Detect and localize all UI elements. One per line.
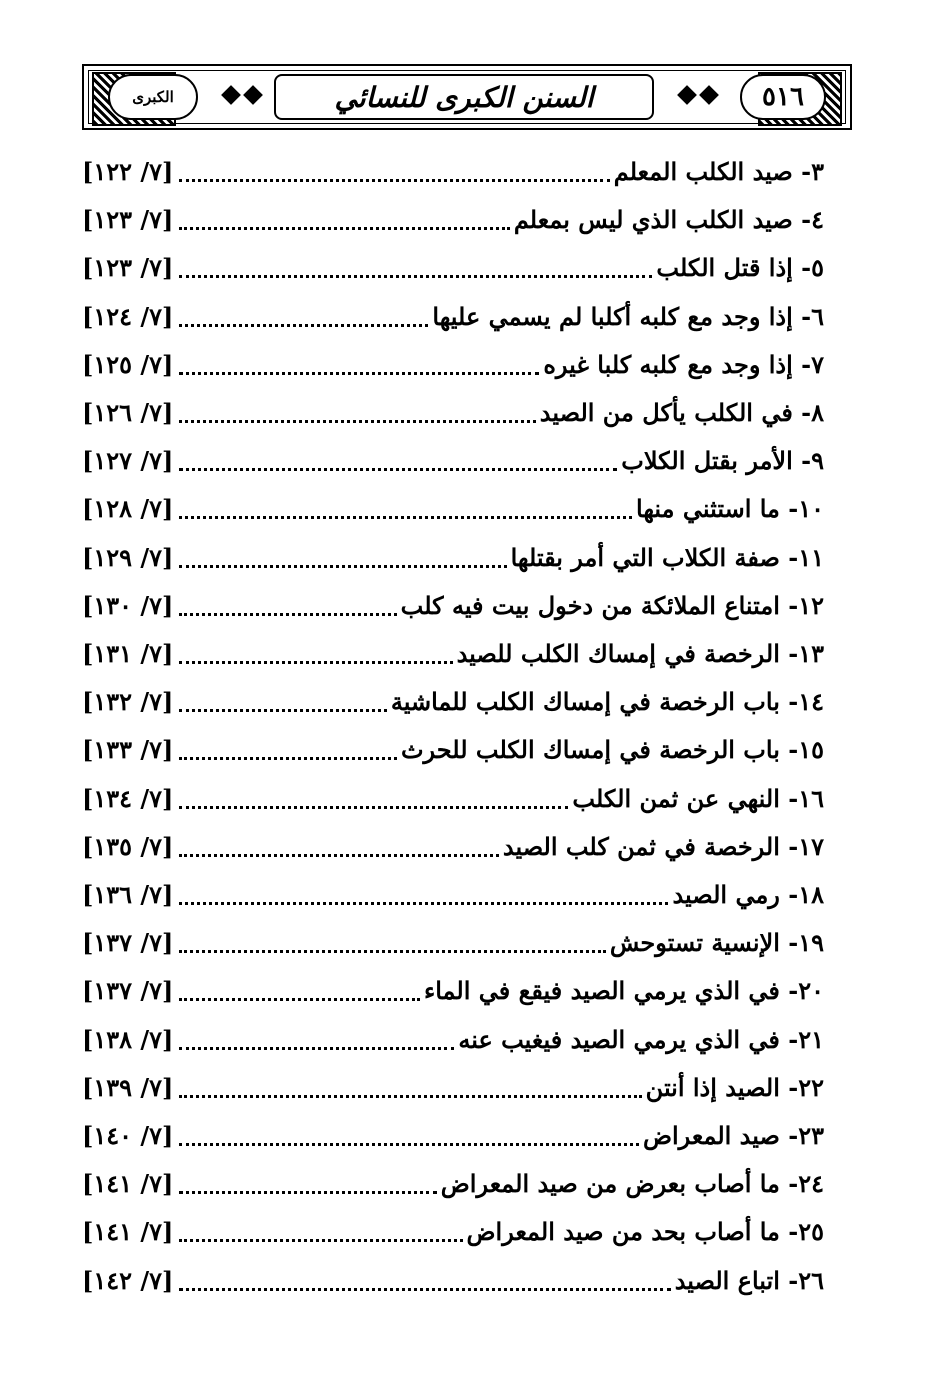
- toc-entry-title: ٢١- في الذي يرمي الصيد فيغيب عنه: [458, 1024, 824, 1054]
- logo-text: الكبرى: [132, 88, 174, 106]
- dot-leader: [179, 1143, 639, 1146]
- toc-entry: [82, 827, 824, 867]
- toc-entry-ref: [٧/ ١٢٤]: [82, 301, 174, 331]
- dot-leader: [179, 613, 396, 616]
- toc-entry: [82, 971, 824, 1011]
- toc-entry-title: ٢٤- ما أصاب بعرض من صيد المعراض: [440, 1169, 824, 1199]
- toc-entry-title: ٣- صيد الكلب المعلم: [613, 157, 824, 186]
- toc-entry-ref: [٧/ ١٣٠]: [82, 590, 174, 620]
- toc-entry-ref: [٧/ ١٢٩]: [82, 542, 174, 572]
- dot-leader: [179, 324, 428, 327]
- dot-leader: [179, 1191, 436, 1194]
- page-number: ٥١٦: [762, 82, 804, 112]
- toc-entry-title: ١٠- ما استثني منها: [636, 494, 824, 524]
- toc-entry: [82, 1116, 824, 1156]
- toc-entry-ref: [٧/ ١٣٥]: [82, 831, 174, 861]
- toc-entry: [82, 393, 824, 433]
- dot-leader: [179, 275, 652, 278]
- toc-entry-ref: [٧/ ١٤٢]: [82, 1265, 174, 1295]
- toc-entry-title: ١٩- الإنسية تستوحش: [609, 928, 824, 958]
- toc-entry-title: ١٧- الرخصة في ثمن كلب الصيد: [502, 831, 824, 861]
- toc-entry: [82, 875, 824, 915]
- toc-entry-title: ٢٠- في الذي يرمي الصيد فيقع في الماء: [423, 976, 824, 1006]
- toc-entry-ref: [٧/ ١٣٤]: [82, 783, 174, 813]
- page-number-box: [740, 74, 826, 120]
- toc-entry-title: ٨- في الكلب يأكل من الصيد: [539, 398, 824, 427]
- dot-leader: [179, 468, 617, 471]
- toc-entry: [82, 1212, 824, 1252]
- toc-entry-ref: [٧/ ١٢٣]: [82, 253, 174, 283]
- dot-leader: [179, 806, 568, 809]
- toc-entry: [82, 297, 824, 337]
- toc-entry-title: ٤- صيد الكلب الذي ليس بمعلم: [513, 205, 824, 235]
- toc-entry-title: ٦- إذا وجد مع كلبه أكلبا لم يسمي عليها: [432, 301, 824, 331]
- dot-leader: [179, 854, 498, 857]
- toc-entry: [82, 200, 824, 240]
- toc-entry: [82, 634, 824, 674]
- dot-leader: [179, 709, 386, 712]
- toc-entry: [82, 248, 824, 288]
- toc-entry-title: ٥- إذا قتل الكلب: [656, 253, 824, 283]
- toc-entry: [82, 538, 824, 578]
- toc-entry-title: ١١- صفة الكلاب التي أمر بقتلها: [510, 542, 824, 572]
- toc-entry: [82, 1261, 824, 1301]
- dot-leader: [179, 1095, 641, 1098]
- toc-entry-title: ١٥- باب الرخصة في إمساك الكلب للحرث: [400, 735, 824, 765]
- toc-entry: [82, 489, 824, 529]
- toc-entry-ref: [٧/ ١٣١]: [82, 639, 174, 668]
- toc-entry-ref: [٧/ ١٣٨]: [82, 1024, 174, 1054]
- toc-entry-ref: [٧/ ١٣٧]: [82, 976, 174, 1006]
- dot-leader: [179, 1047, 454, 1050]
- toc-entry: [82, 345, 824, 385]
- dot-leader: [179, 1288, 670, 1291]
- toc-entry: [82, 730, 824, 770]
- toc-entry-ref: [٧/ ١٣٣]: [82, 735, 174, 765]
- toc-entry-ref: [٧/ ١٢٦]: [82, 398, 174, 427]
- dot-leader: [179, 757, 397, 760]
- toc-entry: [82, 586, 824, 626]
- toc-entry-title: ٢٦- اتباع الصيد: [674, 1265, 824, 1295]
- dot-leader: [179, 179, 609, 182]
- toc-entry: [82, 1068, 824, 1108]
- toc-entry-ref: [٧/ ١٣٩]: [82, 1072, 174, 1102]
- toc-entry-title: ١٤- باب الرخصة في إمساك الكلب للماشية: [390, 687, 824, 717]
- book-title: السنن الكبرى للنسائي: [334, 80, 594, 114]
- dot-leader: [179, 661, 452, 664]
- toc-entry: [82, 1164, 824, 1204]
- dot-leader: [179, 516, 632, 519]
- toc-entry-title: ١٣- الرخصة في إمساك الكلب للصيد: [456, 639, 824, 668]
- toc-entry-title: ٩- الأمر بقتل الكلاب: [621, 446, 824, 476]
- dot-leader: [179, 1239, 462, 1242]
- toc-entry: [82, 779, 824, 819]
- toc-entry-ref: [٧/ ١٢٣]: [82, 205, 174, 235]
- toc-entry-ref: [٧/ ١٣٧]: [82, 928, 174, 958]
- toc-entry-ref: [٧/ ١٢٨]: [82, 494, 174, 524]
- toc-entry-title: ١٨- رمي الصيد: [672, 880, 824, 909]
- toc-entry-ref: [٧/ ١٢٢]: [82, 157, 174, 186]
- dot-leader: [179, 902, 668, 905]
- toc-entry-ref: [٧/ ١٢٧]: [82, 446, 174, 476]
- toc-entry-ref: [٧/ ١٤١]: [82, 1169, 174, 1199]
- toc-entry-title: ١٦- النهي عن ثمن الكلب: [572, 783, 824, 813]
- dot-leader: [179, 950, 605, 953]
- toc-entry-title: ٢٥- ما أصاب بحد من صيد المعراض: [466, 1217, 824, 1247]
- toc-entry: [82, 1020, 824, 1060]
- toc-entry-ref: [٧/ ١٣٦]: [82, 880, 174, 909]
- toc-entry-ref: [٧/ ١٢٥]: [82, 349, 174, 379]
- toc-entry-title: ٢٣- صيد المعراض: [642, 1121, 824, 1150]
- toc-entry: [82, 923, 824, 963]
- dot-leader: [179, 565, 506, 568]
- toc-entry: [82, 441, 824, 481]
- page-header: [82, 64, 852, 130]
- toc-entry: [82, 682, 824, 722]
- toc-entry-ref: [٧/ ١٤٠]: [82, 1121, 174, 1150]
- book-logo: [108, 74, 198, 120]
- toc-entry: [82, 152, 824, 192]
- dot-leader: [179, 998, 420, 1001]
- toc-entry-title: ١٢- امتناع الملائكة من دخول بيت فيه كلب: [400, 590, 824, 620]
- toc-entry-ref: [٧/ ١٣٢]: [82, 687, 174, 717]
- toc-entry-title: ٧- إذا وجد مع كلبه كلبا غيره: [543, 349, 824, 379]
- toc-entry-ref: [٧/ ١٤١]: [82, 1217, 174, 1247]
- dot-leader: [179, 372, 539, 375]
- toc-entry-title: ٢٢- الصيد إذا أنتن: [645, 1072, 824, 1102]
- dot-leader: [179, 227, 509, 230]
- dot-leader: [179, 420, 535, 423]
- running-title-box: [274, 74, 654, 120]
